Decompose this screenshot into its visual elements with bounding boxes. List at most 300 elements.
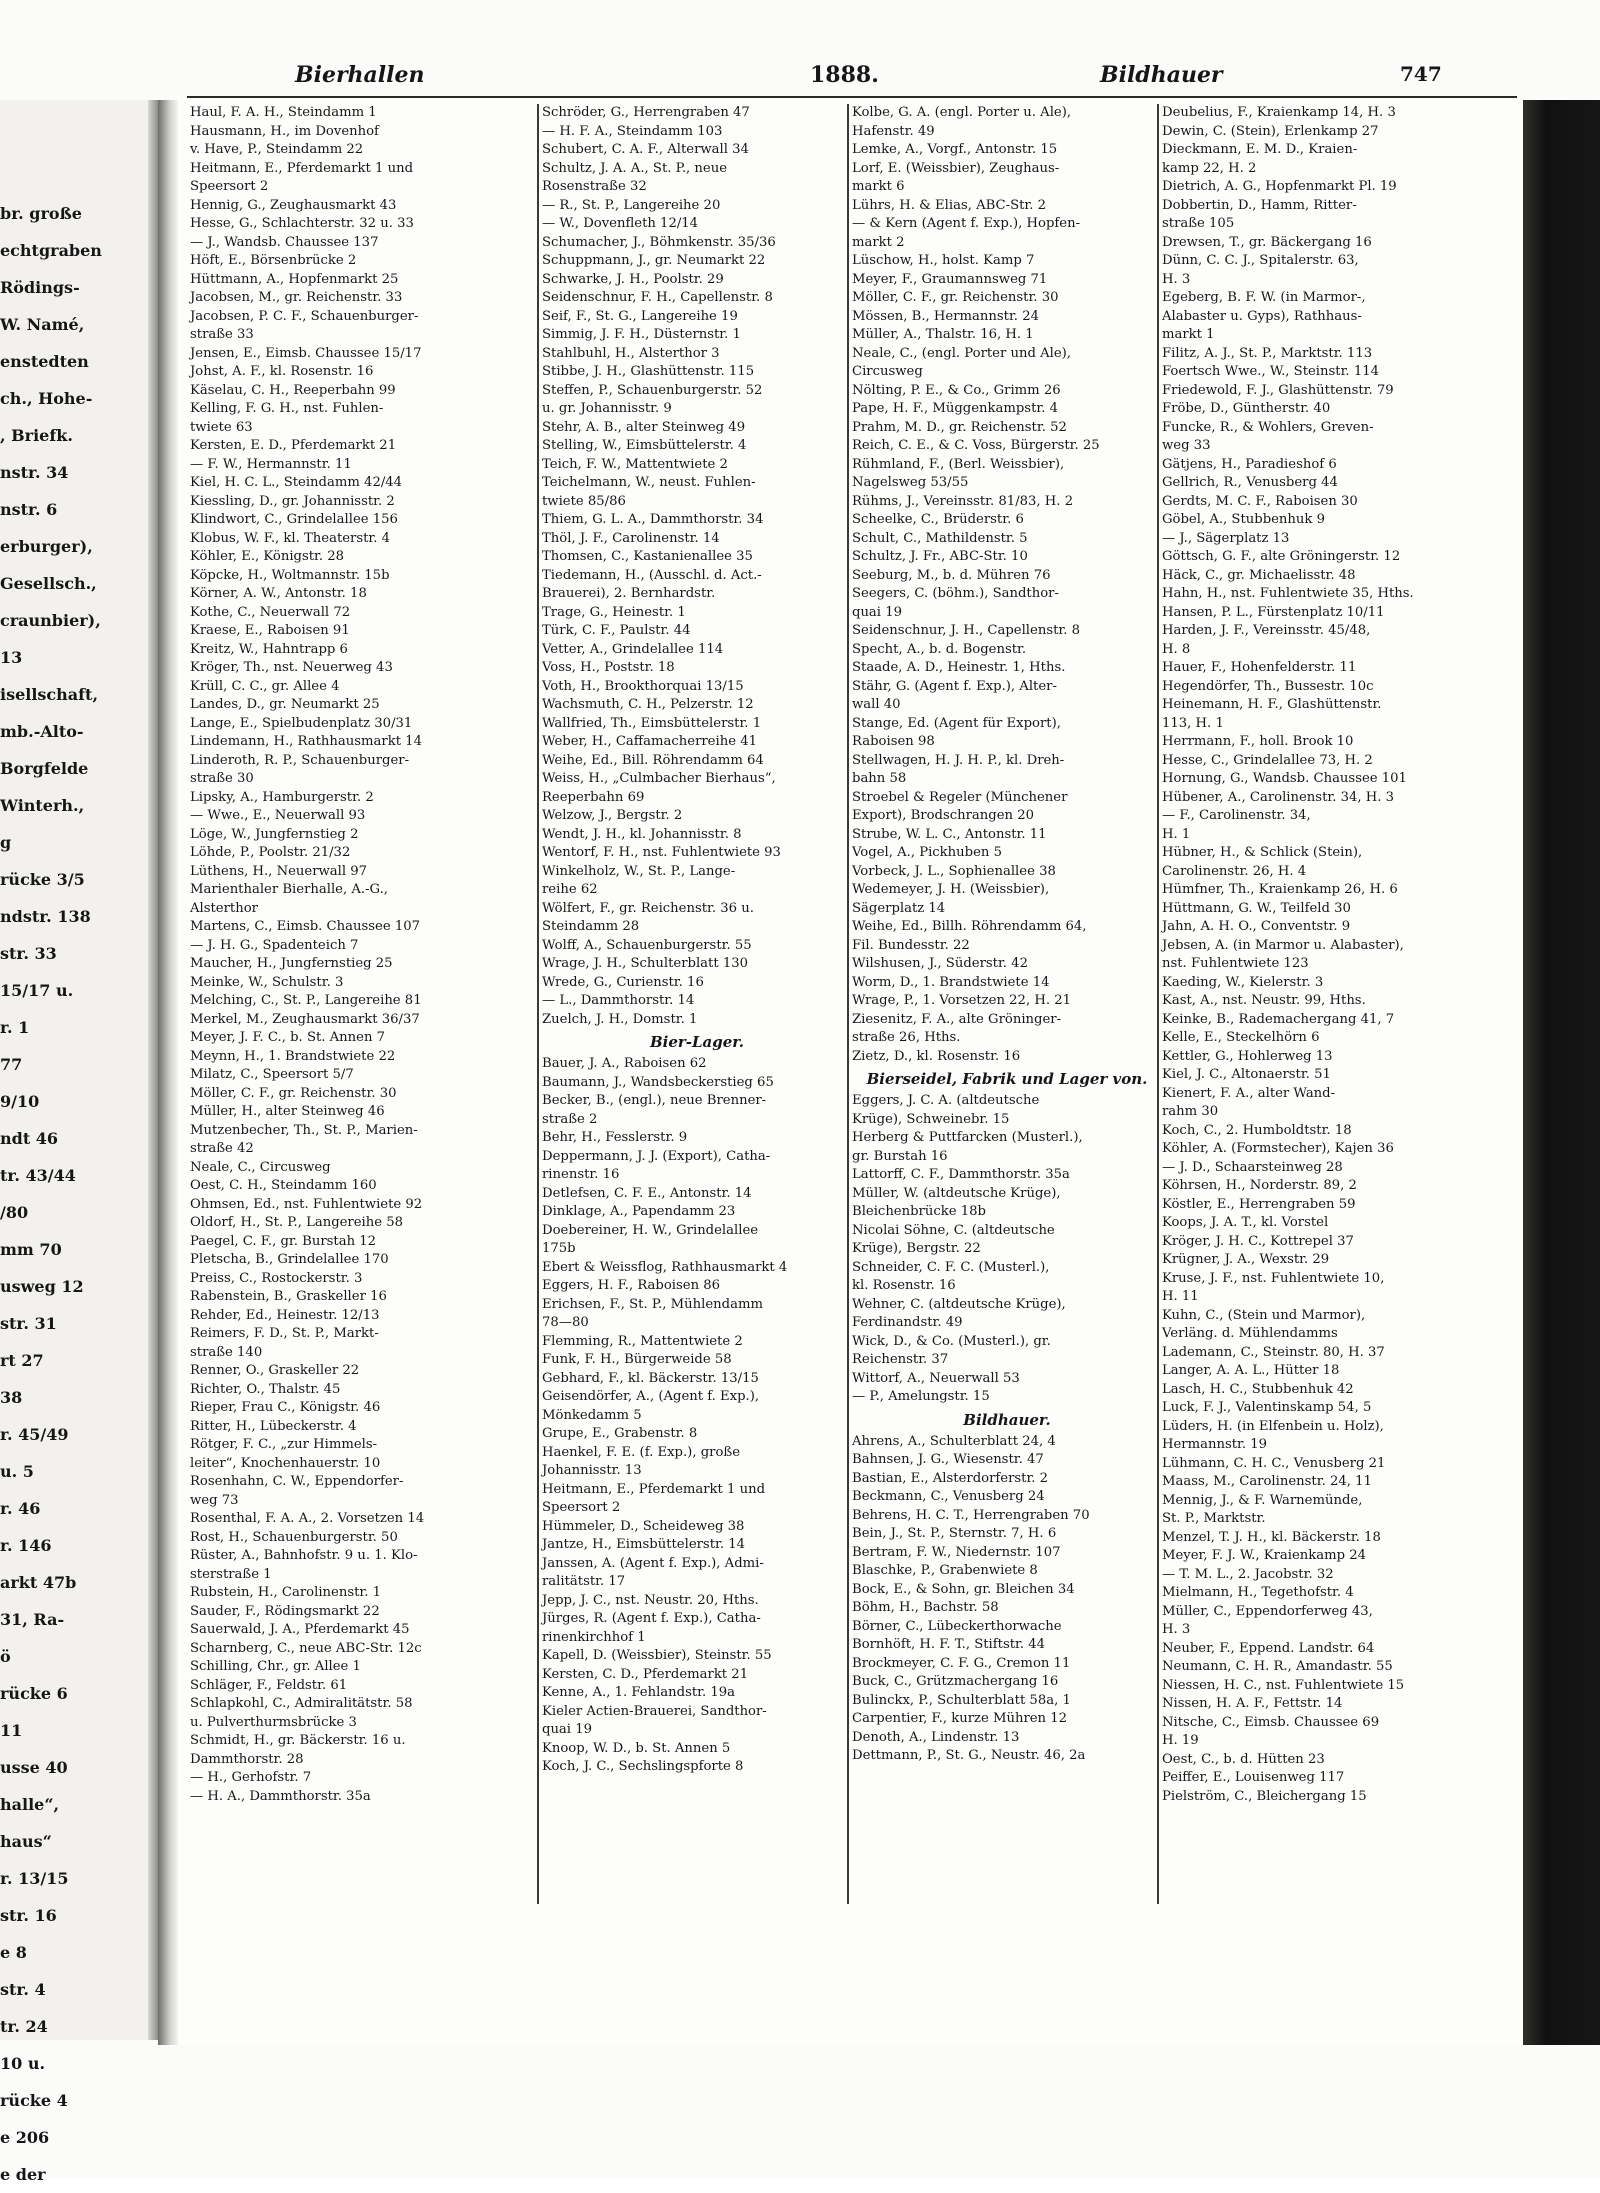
directory-entry: Schuppmann, J., gr. Neumarkt 22: [542, 253, 766, 268]
directory-entry: Schultz, J. A. A., St. P., neue: [542, 160, 727, 176]
directory-entry: Alabaster u. Gyps), Rathhaus-: [1162, 308, 1362, 324]
directory-entry: Specht, A., b. d. Bogenstr.: [852, 641, 1027, 657]
directory-entry: Kienert, F. A., alter Wand-: [1162, 1085, 1336, 1101]
directory-entry: Schlapkohl, C., Admiralitätstr. 58: [190, 1696, 413, 1711]
directory-entry: Müller, H., alter Steinweg 46: [190, 1104, 385, 1119]
directory-entry: Keinke, B., Rademachergang 41, 7: [1162, 1011, 1395, 1027]
directory-entry: Schwarke, J. H., Poolstr. 29: [542, 271, 724, 287]
directory-entry: Bornhöft, H. F. T., Stiftstr. 44: [852, 1637, 1046, 1652]
directory-entry: leiter“, Knochenhauerstr. 10: [190, 1455, 381, 1471]
directory-entry: Lattorff, C. F., Dammthorstr. 35a: [852, 1167, 1070, 1182]
directory-entry: Mössen, B., Hermannstr. 24: [852, 308, 1039, 324]
left-page-fragment-line: Rödings-: [0, 278, 80, 297]
directory-entry: straße 33: [190, 327, 254, 342]
header-year: 1888.: [810, 62, 879, 88]
directory-entry: Köstler, E., Herrengraben 59: [1162, 1196, 1356, 1212]
directory-entry: Becker, B., (engl.), neue Brenner-: [542, 1093, 767, 1108]
directory-entry: Martens, C., Eimsb. Chaussee 107: [190, 919, 421, 934]
directory-entry: Meyer, F., Graumannsweg 71: [852, 271, 1048, 287]
directory-entry: Strube, W. L. C., Antonstr. 11: [852, 826, 1047, 842]
directory-entry: Ritter, H., Lübeckerstr. 4: [190, 1418, 357, 1434]
directory-entry: weg 33: [1162, 438, 1211, 453]
page-number: 747: [1400, 62, 1442, 86]
directory-entry: Harden, J. F., Vereinsstr. 45/48,: [1162, 623, 1371, 638]
directory-entry: weg 73: [190, 1492, 239, 1508]
directory-entry: Ahrens, A., Schulterblatt 24, 4: [852, 1433, 1056, 1449]
directory-entry: Wrede, G., Curienstr. 16: [542, 974, 704, 990]
directory-entry: Dettmann, P., St. G., Neustr. 46, 2a: [852, 1748, 1086, 1763]
directory-entry: Vetter, A., Grindelallee 114: [542, 641, 724, 657]
directory-entry: Zuelch, J. H., Domstr. 1: [542, 1011, 698, 1027]
directory-entry: H. 3: [1162, 271, 1191, 287]
directory-entry: Meynn, H., 1. Brandstwiete 22: [190, 1048, 396, 1064]
directory-entry: Voss, H., Poststr. 18: [542, 660, 675, 675]
directory-entry: Neuber, F., Eppend. Landstr. 64: [1162, 1640, 1375, 1656]
left-page-fragment-line: e 8: [0, 1943, 27, 1962]
left-page-fragment-line: rücke 6: [0, 1684, 68, 1703]
directory-entry: Lüthens, H., Neuerwall 97: [190, 863, 368, 879]
directory-entry: Börner, C., Lübeckerthorwache: [852, 1618, 1062, 1634]
directory-entry: Kuhn, C., (Stein und Marmor),: [1162, 1307, 1366, 1323]
directory-entry: Circusweg: [852, 364, 923, 379]
directory-entry: Heinemann, H. F., Glashüttenstr.: [1162, 697, 1382, 712]
directory-entry: Käselau, C. H., Reeperbahn 99: [190, 382, 396, 398]
directory-entry: H. 1: [1162, 826, 1191, 842]
directory-entry: Krüll, C. C., gr. Allee 4: [190, 678, 340, 694]
directory-entry: Klobus, W. F., kl. Theaterstr. 4: [190, 530, 391, 546]
directory-entry: twiete 63: [190, 419, 253, 435]
directory-entry: Schröder, G., Herrengraben 47: [542, 105, 750, 120]
column-1: [190, 104, 500, 1806]
left-page-edge: [148, 100, 158, 2040]
directory-entry: Rubstein, H., Carolinenstr. 1: [190, 1585, 382, 1600]
directory-entry: Körner, A. W., Antonstr. 18: [190, 586, 367, 601]
directory-entry: Menzel, T. J. H., kl. Bäckerstr. 18: [1162, 1529, 1381, 1545]
directory-entry: Mutzenbecher, Th., St. P., Marien-: [190, 1122, 418, 1138]
left-page-fragment-line: 31, Ra-: [0, 1610, 65, 1629]
directory-entry: Rehder, Ed., Heinestr. 12/13: [190, 1307, 380, 1323]
directory-entry: Reeperbahn 69: [542, 789, 645, 805]
directory-entry: Schumacher, J., Böhmkenstr. 35/36: [542, 234, 776, 250]
directory-entry: Bein, J., St. P., Sternstr. 7, H. 6: [852, 1526, 1057, 1541]
left-page-fragment-line: r. 1: [0, 1018, 30, 1037]
left-page-fragment-line: tr. 43/44: [0, 1166, 76, 1185]
directory-entry: Funcke, R., & Wohlers, Greven-: [1162, 419, 1374, 435]
directory-entry: Lührs, H. & Elias, ABC-Str. 2: [852, 197, 1047, 213]
directory-entry: Reichenstr. 37: [852, 1352, 949, 1367]
directory-entry: — W., Dovenfleth 12/14: [542, 216, 699, 231]
directory-entry: Thomsen, C., Kastanienallee 35: [542, 549, 753, 564]
left-page-fragment-line: nstr. 34: [0, 463, 69, 482]
directory-entry: Rötger, F. C., „zur Himmels-: [190, 1437, 378, 1452]
left-page-fragment-line: r. 46: [0, 1499, 41, 1518]
directory-entry: Haul, F. A. H., Steindamm 1: [190, 105, 377, 120]
left-page-fragment-line: mb.-Alto-: [0, 722, 84, 741]
directory-entry: Hümmeler, D., Scheideweg 38: [542, 1518, 745, 1534]
directory-entry: Böhm, H., Bachstr. 58: [852, 1600, 999, 1615]
directory-entry: Nissen, H. A. F., Fettstr. 14: [1162, 1696, 1343, 1711]
directory-entry: Mielmann, H., Tegethofstr. 4: [1162, 1585, 1354, 1600]
directory-entry: Wachsmuth, C. H., Pelzerstr. 12: [542, 697, 754, 712]
directory-entry: Wolff, A., Schauenburgerstr. 55: [542, 937, 752, 953]
directory-entry: Maass, M., Carolinenstr. 24, 11: [1162, 1474, 1372, 1489]
directory-entry: Mönkedamm 5: [542, 1407, 642, 1423]
directory-entry: Meyer, J. F. C., b. St. Annen 7: [190, 1030, 386, 1045]
directory-entry: Schult, C., Mathildenstr. 5: [852, 530, 1028, 546]
directory-entry: ralitätstr. 17: [542, 1574, 626, 1589]
left-page-fragment-line: br. große: [0, 204, 82, 223]
directory-entry: Richter, O., Thalstr. 45: [190, 1381, 341, 1397]
directory-entry: Verläng. d. Mühlendamms: [1162, 1326, 1338, 1341]
section-heading: Bier-Lager.: [649, 1033, 745, 1051]
directory-entry: Thöl, J. F., Carolinenstr. 14: [542, 530, 720, 546]
section-heading: Bierseidel, Fabrik und Lager von.: [866, 1070, 1148, 1088]
directory-entry: Köpcke, H., Woltmannstr. 15b: [190, 567, 390, 583]
directory-entry: Jacobsen, P. C. F., Schauenburger-: [190, 308, 419, 324]
left-page-fragment-line: str. 33: [0, 944, 57, 963]
directory-entry: Friedewold, F. J., Glashüttenstr. 79: [1162, 382, 1394, 398]
directory-entry: rahm 30: [1162, 1104, 1219, 1119]
directory-entry: Beckmann, C., Venusberg 24: [852, 1489, 1045, 1504]
left-page-fragment-line: 77: [0, 1055, 23, 1074]
directory-entry: straße 42: [190, 1141, 254, 1156]
directory-entry: Scharnberg, C., neue ABC-Str. 12c: [190, 1640, 422, 1656]
left-page-fragment-line: halle“,: [0, 1795, 60, 1814]
directory-entry: Meinke, W., Schulstr. 3: [190, 974, 344, 990]
directory-entry: Hümfner, Th., Kraienkamp 26, H. 6: [1162, 882, 1398, 897]
directory-entry: Preiss, C., Rostockerstr. 3: [190, 1270, 363, 1286]
directory-entry: Marienthaler Bierhalle, A.-G.,: [190, 882, 388, 897]
directory-entry: Jepp, J. C., nst. Neustr. 20, Hths.: [542, 1592, 759, 1608]
directory-entry: Häck, C., gr. Michaelisstr. 48: [1162, 567, 1356, 583]
left-page-fragment-line: isellschaft,: [0, 685, 99, 704]
directory-entry: Seegers, C. (böhm.), Sandthor-: [852, 586, 1059, 601]
column-4: [1162, 104, 1492, 1806]
left-page-fragment-line: nstr. 6: [0, 500, 58, 519]
directory-entry: Dünn, C. C. J., Spitalerstr. 63,: [1162, 253, 1359, 268]
directory-entry: Merkel, M., Zeughausmarkt 36/37: [190, 1011, 420, 1027]
directory-entry: kamp 22, H. 2: [1162, 160, 1257, 176]
directory-entry: Krügner, J. A., Wexstr. 29: [1162, 1252, 1330, 1267]
left-page-fragment-line: r. 13/15: [0, 1869, 69, 1888]
directory-entry: Kröger, Th., nst. Neuerweg 43: [190, 660, 393, 675]
directory-entry: Oest, C. H., Steindamm 160: [190, 1178, 377, 1193]
directory-entry: Rost, H., Schauenburgerstr. 50: [190, 1529, 398, 1545]
directory-entry: Drewsen, T., gr. Bäckergang 16: [1162, 234, 1372, 250]
directory-entry: Schubert, C. A. F., Alterwall 34: [542, 142, 749, 157]
left-page-fragment-line: g: [0, 833, 12, 852]
directory-entry: Lasch, H. C., Stubbenhuk 42: [1162, 1381, 1354, 1397]
directory-entry: Müller, C., Eppendorferweg 43,: [1162, 1603, 1373, 1619]
directory-entry: Fil. Bundesstr. 22: [852, 937, 970, 953]
directory-entry: Paegel, C. F., gr. Burstah 12: [190, 1233, 377, 1249]
directory-entry: Weber, H., Caffamacherreihe 41: [542, 734, 757, 749]
directory-entry: 78—80: [542, 1315, 589, 1330]
directory-entry: u. Pulverthurmsbrücke 3: [190, 1714, 357, 1730]
directory-entry: Brauerei), 2. Bernhardstr.: [542, 586, 716, 601]
directory-entry: Rühmland, F., (Berl. Weissbier),: [852, 456, 1065, 472]
directory-entry: H. 3: [1162, 1622, 1191, 1637]
directory-entry: Kelling, F. G. H., nst. Fuhlen-: [190, 401, 384, 416]
left-page-fragment-line: 11: [0, 1721, 23, 1740]
directory-entry: Reimers, F. D., St. P., Markt-: [190, 1326, 379, 1341]
directory-entry: Ohmsen, Ed., nst. Fuhlentwiete 92: [190, 1196, 423, 1212]
directory-entry: Linderoth, R. P., Schauenburger-: [190, 752, 410, 768]
directory-entry: Rosenhahn, C. W., Eppendorfer-: [190, 1474, 404, 1489]
directory-entry: Johst, A. F., kl. Rosenstr. 16: [190, 364, 374, 379]
directory-entry: bahn 58: [852, 771, 907, 786]
directory-entry: Schultz, J. Fr., ABC-Str. 10: [852, 549, 1028, 564]
directory-entry: Ferdinandstr. 49: [852, 1315, 963, 1330]
left-page-fragment-line: haus“: [0, 1832, 52, 1851]
left-page-fragment-line: e 206: [0, 2128, 50, 2147]
directory-entry: Hegendörfer, Th., Bussestr. 10c: [1162, 678, 1374, 694]
left-page-fragment-line: usweg 12: [0, 1277, 84, 1296]
directory-entry: Speersort 2: [190, 179, 269, 194]
directory-entry: markt 1: [1162, 327, 1215, 342]
left-page-fragment-line: 13: [0, 648, 23, 667]
header-right-title: Bildhauer: [1100, 62, 1223, 88]
left-page-fragment-line: ndstr. 138: [0, 907, 91, 926]
directory-entry: Müller, W. (altdeutsche Krüge),: [852, 1185, 1061, 1201]
directory-entry: Trage, G., Heinestr. 1: [542, 604, 686, 620]
right-page-shadow: [1523, 100, 1600, 2045]
directory-entry: straße 140: [190, 1344, 263, 1360]
directory-entry: Vogel, A., Pickhuben 5: [852, 845, 1002, 860]
directory-entry: Klindwort, C., Grindelallee 156: [190, 512, 398, 527]
directory-entry: Stähr, G. (Agent f. Exp.), Alter-: [852, 678, 1057, 694]
directory-entry: Detlefsen, C. F. E., Antonstr. 14: [542, 1185, 752, 1201]
left-page-fragment-line: ö: [0, 1647, 11, 1666]
left-page-fragment-line: rücke 4: [0, 2091, 68, 2110]
directory-entry: Schläger, F., Feldstr. 61: [190, 1677, 348, 1693]
left-page-text-column: [0, 195, 148, 2193]
directory-entry: Rieper, Frau C., Königstr. 46: [190, 1400, 381, 1415]
directory-entry: H. 11: [1162, 1289, 1199, 1304]
directory-entry: Hornung, G., Wandsb. Chaussee 101: [1162, 771, 1407, 786]
directory-entry: Johannisstr. 13: [542, 1463, 642, 1478]
header-left-title: Bierhallen: [295, 62, 425, 88]
directory-entry: Maucher, H., Jungfernstieg 25: [190, 956, 393, 971]
left-page-fragment-line: /80: [0, 1203, 29, 1222]
left-page-fragment-line: 9/10: [0, 1092, 40, 1111]
directory-entry: Stibbe, J. H., Glashüttenstr. 115: [542, 364, 755, 379]
directory-entry: Seif, F., St. G., Langereihe 19: [542, 308, 738, 324]
directory-entry: Schneider, C. F. C. (Musterl.),: [852, 1259, 1050, 1275]
directory-entry: Haenkel, F. E. (f. Exp.), große: [542, 1444, 741, 1460]
directory-entry: Lemke, A., Vorgf., Antonstr. 15: [852, 142, 1058, 157]
left-page-fragment-line: u. 5: [0, 1462, 34, 1481]
directory-entry: Zietz, D., kl. Rosenstr. 16: [852, 1048, 1021, 1064]
directory-entry: Pletscha, B., Grindelallee 170: [190, 1252, 389, 1267]
directory-entry: Dieckmann, E. M. D., Kraien-: [1162, 142, 1358, 157]
directory-entry: Seidenschnur, F. H., Capellenstr. 8: [542, 290, 773, 305]
directory-entry: Kiel, H. C. L., Steindamm 42/44: [190, 475, 403, 490]
directory-entry: Rüster, A., Bahnhofstr. 9 u. 1. Klo-: [190, 1548, 418, 1563]
directory-entry: Gellrich, R., Venusberg 44: [1162, 475, 1338, 490]
directory-entry: Bauer, J. A., Raboisen 62: [542, 1056, 707, 1071]
directory-entry: — L., Dammthorstr. 14: [542, 993, 695, 1008]
directory-entry: Doebereiner, H. W., Grindelallee: [542, 1222, 759, 1238]
directory-entry: Nicolai Söhne, C. (altdeutsche: [852, 1222, 1055, 1238]
left-page-fragment-line: e der: [0, 2165, 46, 2184]
directory-entry: Kolbe, G. A. (engl. Porter u. Ale),: [852, 105, 1072, 120]
directory-entry: Egeberg, B. F. W. (in Marmor-,: [1162, 290, 1366, 305]
directory-entry: nst. Fuhlentwiete 123: [1162, 956, 1309, 971]
left-page-fragment-line: echtgraben: [0, 241, 102, 260]
left-page-fragment-line: 38: [0, 1388, 23, 1407]
directory-entry: Oldorf, H., St. P., Langereihe 58: [190, 1215, 404, 1230]
directory-entry: rinenstr. 16: [542, 1167, 620, 1182]
directory-entry: Stehr, A. B., alter Steinweg 49: [542, 419, 746, 435]
left-page-fragment-line: r. 146: [0, 1536, 52, 1555]
directory-entry: Seeburg, M., b. d. Mühren 76: [852, 567, 1051, 583]
directory-entry: Baumann, J., Wandsbeckerstieg 65: [542, 1074, 774, 1090]
directory-entry: Dobbertin, D., Hamm, Ritter-: [1162, 197, 1357, 213]
directory-entry: Foertsch Wwe., W., Steinstr. 114: [1162, 364, 1379, 379]
left-page-fragment-line: ndt 46: [0, 1129, 59, 1148]
directory-entry: Carolinenstr. 26, H. 4: [1162, 863, 1307, 879]
directory-entry: — H. A., Dammthorstr. 35a: [190, 1788, 371, 1804]
directory-entry: quai 19: [542, 1722, 592, 1737]
directory-entry: Kothe, C., Neuerwall 72: [190, 604, 351, 620]
directory-entry: Türk, C. F., Paulstr. 44: [542, 623, 691, 638]
directory-entry: Löge, W., Jungfernstieg 2: [190, 826, 359, 842]
directory-entry: Erichsen, F., St. P., Mühlendamm: [542, 1296, 763, 1312]
column-2: [542, 104, 852, 1777]
directory-entry: Kersten, C. D., Pferdemarkt 21: [542, 1666, 749, 1682]
directory-entry: Sauder, F., Rödingsmarkt 22: [190, 1603, 380, 1619]
directory-entry: Fröbe, D., Güntherstr. 40: [1162, 401, 1331, 416]
directory-entry: Bertram, F. W., Niedernstr. 107: [852, 1544, 1061, 1560]
left-page-fragment-line: Winterh.,: [0, 796, 85, 815]
directory-entry: Lühmann, C. H. C., Venusberg 21: [1162, 1455, 1386, 1471]
directory-entry: straße 105: [1162, 216, 1235, 231]
directory-entry: Worm, D., 1. Brandstwiete 14: [852, 974, 1050, 990]
directory-entry: Weihe, Ed., Billh. Röhrendamm 64,: [852, 919, 1087, 934]
directory-entry: — R., St. P., Langereihe 20: [542, 197, 721, 213]
directory-entry: Voth, H., Brookthorquai 13/15: [542, 678, 744, 694]
directory-entry: Herrmann, F., holl. Brook 10: [1162, 734, 1354, 749]
directory-entry: Oest, C., b. d. Hütten 23: [1162, 1751, 1325, 1767]
directory-entry: Weiss, H., „Culmbacher Bierhaus“,: [542, 771, 776, 786]
directory-entry: Kiessling, D., gr. Johannisstr. 2: [190, 493, 395, 509]
column-divider-3: [1157, 104, 1159, 1904]
directory-entry: Möller, C. F., gr. Reichenstr. 30: [852, 290, 1059, 305]
directory-entry: Wrage, P., 1. Vorsetzen 22, H. 21: [852, 993, 1071, 1008]
directory-entry: Köhler, A. (Formstecher), Kajen 36: [1162, 1141, 1394, 1156]
directory-entry: Köhrsen, H., Norderstr. 89, 2: [1162, 1178, 1357, 1193]
directory-entry: H. 8: [1162, 641, 1191, 657]
directory-entry: Kersten, E. D., Pferdemarkt 21: [190, 438, 397, 453]
directory-entry: Tiedemann, H., (Ausschl. d. Act.-: [542, 567, 762, 583]
directory-entry: Deubelius, F., Kraienkamp 14, H. 3: [1162, 105, 1396, 120]
left-page-fragment-line: Borgfelde: [0, 759, 89, 778]
directory-entry: straße 30: [190, 771, 254, 786]
directory-entry: Rosenstraße 32: [542, 179, 647, 194]
directory-entry: Gerdts, M. C. F., Raboisen 30: [1162, 493, 1358, 509]
directory-entry: — T. M. L., 2. Jacobstr. 32: [1162, 1566, 1334, 1582]
directory-entry: Kruse, J. F., nst. Fuhlentwiete 10,: [1162, 1270, 1385, 1286]
header-rule: [187, 96, 1517, 98]
directory-entry: Göbel, A., Stubbenhuk 9: [1162, 512, 1325, 527]
directory-entry: Dietrich, A. G., Hopfenmarkt Pl. 19: [1162, 179, 1397, 194]
directory-entry: Wedemeyer, J. H. (Weissbier),: [852, 882, 1050, 897]
directory-entry: 175b: [542, 1241, 576, 1256]
directory-entry: Jacobsen, M., gr. Reichenstr. 33: [190, 290, 403, 305]
directory-entry: Meyer, F. J. W., Kraienkamp 24: [1162, 1548, 1367, 1563]
directory-entry: Winkelholz, W., St. P., Lange-: [542, 863, 736, 879]
column-3: [852, 104, 1162, 1766]
directory-entry: Bahnsen, J. G., Wiesenstr. 47: [852, 1452, 1044, 1467]
directory-entry: Sägerplatz 14: [852, 900, 946, 916]
left-page-fragment-line: Gesellsch.,: [0, 574, 97, 593]
directory-entry: — F., Carolinenstr. 34,: [1162, 808, 1311, 823]
directory-entry: Steffen, P., Schauenburgerstr. 52: [542, 382, 763, 398]
directory-entry: Hafenstr. 49: [852, 123, 935, 139]
directory-entry: gr. Burstah 16: [852, 1148, 948, 1164]
directory-entry: markt 6: [852, 179, 905, 194]
directory-entry: Raboisen 98: [852, 734, 935, 749]
directory-entry: Wick, D., & Co. (Musterl.), gr.: [852, 1333, 1051, 1349]
directory-entry: Lindemann, H., Rathhausmarkt 14: [190, 734, 422, 749]
directory-entry: Heitmann, E., Pferdemarkt 1 und: [190, 160, 414, 176]
left-page-fragment: [0, 100, 160, 2184]
directory-entry: Dewin, C. (Stein), Erlenkamp 27: [1162, 123, 1379, 139]
directory-entry: Brockmeyer, C. F. G., Cremon 11: [852, 1655, 1071, 1671]
directory-entry: Hansen, P. L., Fürstenplatz 10/11: [1162, 604, 1385, 620]
directory-entry: Denoth, A., Lindenstr. 13: [852, 1729, 1020, 1745]
left-page-fragment-line: r. 45/49: [0, 1425, 69, 1444]
directory-entry: Weihe, Ed., Bill. Röhrendamm 64: [542, 752, 764, 768]
directory-entry: Steindamm 28: [542, 919, 640, 934]
directory-entry: Alsterthor: [190, 900, 258, 916]
directory-entry: Kiel, J. C., Altonaerstr. 51: [1162, 1067, 1331, 1082]
directory-entry: Hübener, A., Carolinenstr. 34, H. 3: [1162, 789, 1395, 805]
directory-entry: Milatz, C., Speersort 5/7: [190, 1067, 354, 1082]
column-divider-1: [537, 104, 539, 1904]
left-page-fragment-line: W. Namé,: [0, 315, 85, 334]
directory-entry: Kettler, G., Hohlerweg 13: [1162, 1048, 1333, 1064]
directory-entry: Bulinckx, P., Schulterblatt 58a, 1: [852, 1692, 1071, 1708]
directory-entry: Lipsky, A., Hamburgerstr. 2: [190, 789, 374, 805]
directory-entry: sterstraße 1: [190, 1566, 272, 1582]
directory-entry: Scheelke, C., Brüderstr. 6: [852, 512, 1024, 527]
left-page-fragment-line: , Briefk.: [0, 426, 73, 445]
left-page-fragment-line: usse 40: [0, 1758, 68, 1777]
directory-entry: Behrens, H. C. T., Herrengraben 70: [852, 1507, 1090, 1523]
directory-entry: Lorf, E. (Weissbier), Zeughaus-: [852, 160, 1060, 176]
directory-entry: Heitmann, E., Pferdemarkt 1 und: [542, 1481, 766, 1497]
left-page-fragment-line: str. 16: [0, 1906, 57, 1925]
directory-entry: — H., Gerhofstr. 7: [190, 1770, 312, 1785]
directory-entry: Bleichenbrücke 18b: [852, 1204, 986, 1219]
directory-entry: Kelle, E., Steckelhörn 6: [1162, 1030, 1320, 1045]
directory-entry: Kaeding, W., Kielerstr. 3: [1162, 974, 1324, 990]
directory-entry: Hauer, F., Hohenfelderstr. 11: [1162, 660, 1357, 675]
directory-entry: Teichelmann, W., neust. Fuhlen-: [542, 475, 756, 490]
directory-entry: Lüders, H. (in Elfenbein u. Holz),: [1162, 1418, 1384, 1434]
directory-entry: Simmig, J. F. H., Düsternstr. 1: [542, 327, 741, 342]
directory-entry: Blaschke, P., Grabenwiete 8: [852, 1563, 1038, 1578]
directory-entry: Stellwagen, H. J. H. P., kl. Dreh-: [852, 752, 1065, 768]
directory-entry: Löhde, P., Poolstr. 21/32: [190, 845, 351, 860]
directory-entry: Neale, C., Circusweg: [190, 1159, 331, 1175]
directory-entry: Niessen, H. C., nst. Fuhlentwiete 15: [1162, 1677, 1405, 1693]
directory-entry: Ebert & Weissflog, Rathhausmarkt 4: [542, 1259, 788, 1275]
directory-entry: H. 19: [1162, 1733, 1199, 1748]
directory-entry: Rosenthal, F. A. A., 2. Vorsetzen 14: [190, 1511, 425, 1526]
